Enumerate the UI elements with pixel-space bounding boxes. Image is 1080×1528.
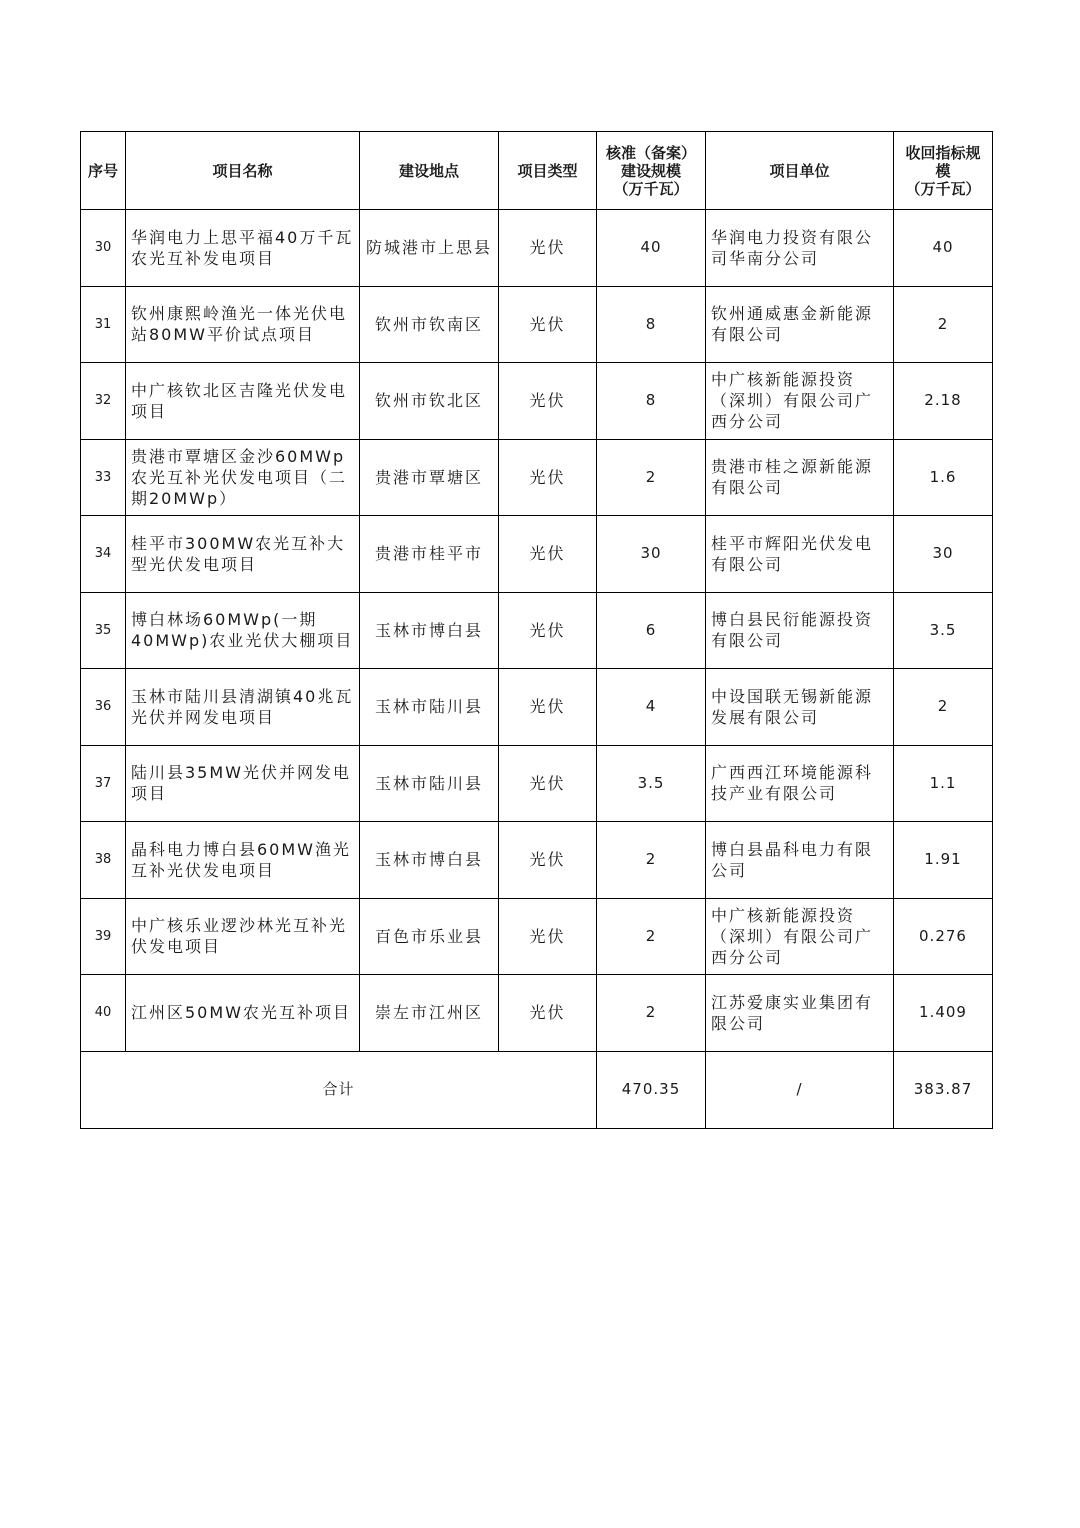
cell-location: 防城港市上思县	[360, 210, 499, 287]
cell-project-type: 光伏	[499, 745, 597, 822]
cell-reclaim: 1.6	[894, 439, 993, 516]
cell-seq: 37	[81, 745, 126, 822]
cell-location: 钦州市钦北区	[360, 363, 499, 440]
cell-project-unit: 华润电力投资有限公司华南分公司	[706, 210, 894, 287]
cell-location: 玉林市陆川县	[360, 669, 499, 746]
table-row	[81, 745, 993, 822]
cell-project-unit: 中广核新能源投资（深圳）有限公司广西分公司	[706, 363, 894, 440]
cell-scale: 2	[597, 439, 706, 516]
cell-project-unit: 贵港市桂之源新能源有限公司	[706, 439, 894, 516]
total-label: 合计	[81, 1051, 597, 1128]
cell-location: 钦州市钦南区	[360, 286, 499, 363]
cell-scale: 3.5	[597, 745, 706, 822]
cell-location: 贵港市桂平市	[360, 516, 499, 593]
cell-project-unit: 中广核新能源投资（深圳）有限公司广西分公司	[706, 898, 894, 975]
cell-project-name: 博白林场60MWp(一期40MWp)农业光伏大棚项目	[126, 592, 360, 669]
header-location: 建设地点	[360, 132, 499, 210]
cell-project-unit: 广西西江环境能源科技产业有限公司	[706, 745, 894, 822]
header-name: 项目名称	[126, 132, 360, 210]
header-row	[81, 132, 993, 210]
cell-project-name: 晶科电力博白县60MW渔光互补光伏发电项目	[126, 822, 360, 899]
cell-seq: 40	[81, 975, 126, 1052]
cell-reclaim: 1.91	[894, 822, 993, 899]
table-row	[81, 898, 993, 975]
cell-scale: 40	[597, 210, 706, 287]
table-row	[81, 210, 993, 287]
header-seq: 序号	[81, 132, 126, 210]
cell-location: 崇左市江州区	[360, 975, 499, 1052]
table-body	[81, 210, 993, 1129]
cell-reclaim: 1.1	[894, 745, 993, 822]
cell-project-type: 光伏	[499, 439, 597, 516]
cell-scale: 2	[597, 975, 706, 1052]
cell-project-type: 光伏	[499, 286, 597, 363]
cell-reclaim: 0.276	[894, 898, 993, 975]
cell-seq: 38	[81, 822, 126, 899]
cell-project-name: 钦州康熙岭渔光一体光伏电站80MW平价试点项目	[126, 286, 360, 363]
total-reclaim: 383.87	[894, 1051, 993, 1128]
cell-reclaim: 1.409	[894, 975, 993, 1052]
cell-seq: 33	[81, 439, 126, 516]
table-row	[81, 669, 993, 746]
table-row	[81, 592, 993, 669]
cell-seq: 39	[81, 898, 126, 975]
cell-location: 百色市乐业县	[360, 898, 499, 975]
total-row	[81, 1051, 993, 1128]
header-type: 项目类型	[499, 132, 597, 210]
cell-seq: 32	[81, 363, 126, 440]
header-unit: 项目单位	[706, 132, 894, 210]
cell-scale: 8	[597, 286, 706, 363]
cell-scale: 8	[597, 363, 706, 440]
header-reclaim: 收回指标规模 （万千瓦）	[894, 132, 993, 210]
header-scale: 核准（备案） 建设规模 （万千瓦）	[597, 132, 706, 210]
table-row	[81, 439, 993, 516]
cell-project-name: 玉林市陆川县清湖镇40兆瓦光伏并网发电项目	[126, 669, 360, 746]
cell-location: 玉林市博白县	[360, 592, 499, 669]
table-row	[81, 822, 993, 899]
cell-seq: 35	[81, 592, 126, 669]
cell-project-type: 光伏	[499, 898, 597, 975]
cell-project-type: 光伏	[499, 363, 597, 440]
cell-project-name: 江州区50MW农光互补项目	[126, 975, 360, 1052]
cell-location: 玉林市陆川县	[360, 745, 499, 822]
cell-project-unit: 钦州通威惠金新能源有限公司	[706, 286, 894, 363]
cell-scale: 2	[597, 822, 706, 899]
cell-reclaim: 2	[894, 286, 993, 363]
cell-project-name: 中广核钦北区吉隆光伏发电项目	[126, 363, 360, 440]
cell-project-name: 陆川县35MW光伏并网发电项目	[126, 745, 360, 822]
cell-project-type: 光伏	[499, 975, 597, 1052]
cell-seq: 31	[81, 286, 126, 363]
cell-project-unit: 桂平市辉阳光伏发电有限公司	[706, 516, 894, 593]
projects-table	[80, 131, 993, 1129]
cell-project-name: 中广核乐业逻沙林光互补光伏发电项目	[126, 898, 360, 975]
total-unit: /	[706, 1051, 894, 1128]
cell-scale: 4	[597, 669, 706, 746]
cell-project-type: 光伏	[499, 592, 597, 669]
total-scale: 470.35	[597, 1051, 706, 1128]
cell-project-name: 贵港市覃塘区金沙60MWp农光互补光伏发电项目（二期20MWp）	[126, 439, 360, 516]
cell-project-type: 光伏	[499, 516, 597, 593]
cell-location: 贵港市覃塘区	[360, 439, 499, 516]
cell-reclaim: 30	[894, 516, 993, 593]
cell-scale: 30	[597, 516, 706, 593]
cell-project-unit: 博白县民衍能源投资有限公司	[706, 592, 894, 669]
cell-seq: 30	[81, 210, 126, 287]
cell-reclaim: 2	[894, 669, 993, 746]
cell-project-unit: 江苏爱康实业集团有限公司	[706, 975, 894, 1052]
cell-reclaim: 3.5	[894, 592, 993, 669]
cell-scale: 6	[597, 592, 706, 669]
table-row	[81, 975, 993, 1052]
cell-seq: 34	[81, 516, 126, 593]
table-row	[81, 286, 993, 363]
cell-project-name: 桂平市300MW农光互补大型光伏发电项目	[126, 516, 360, 593]
table-row	[81, 516, 993, 593]
table-header	[81, 132, 993, 210]
cell-project-type: 光伏	[499, 210, 597, 287]
cell-project-type: 光伏	[499, 669, 597, 746]
table-row	[81, 363, 993, 440]
cell-project-unit: 中设国联无锡新能源发展有限公司	[706, 669, 894, 746]
cell-project-name: 华润电力上思平福40万千瓦农光互补发电项目	[126, 210, 360, 287]
cell-project-unit: 博白县晶科电力有限公司	[706, 822, 894, 899]
cell-scale: 2	[597, 898, 706, 975]
cell-reclaim: 40	[894, 210, 993, 287]
cell-reclaim: 2.18	[894, 363, 993, 440]
cell-seq: 36	[81, 669, 126, 746]
cell-project-type: 光伏	[499, 822, 597, 899]
cell-location: 玉林市博白县	[360, 822, 499, 899]
